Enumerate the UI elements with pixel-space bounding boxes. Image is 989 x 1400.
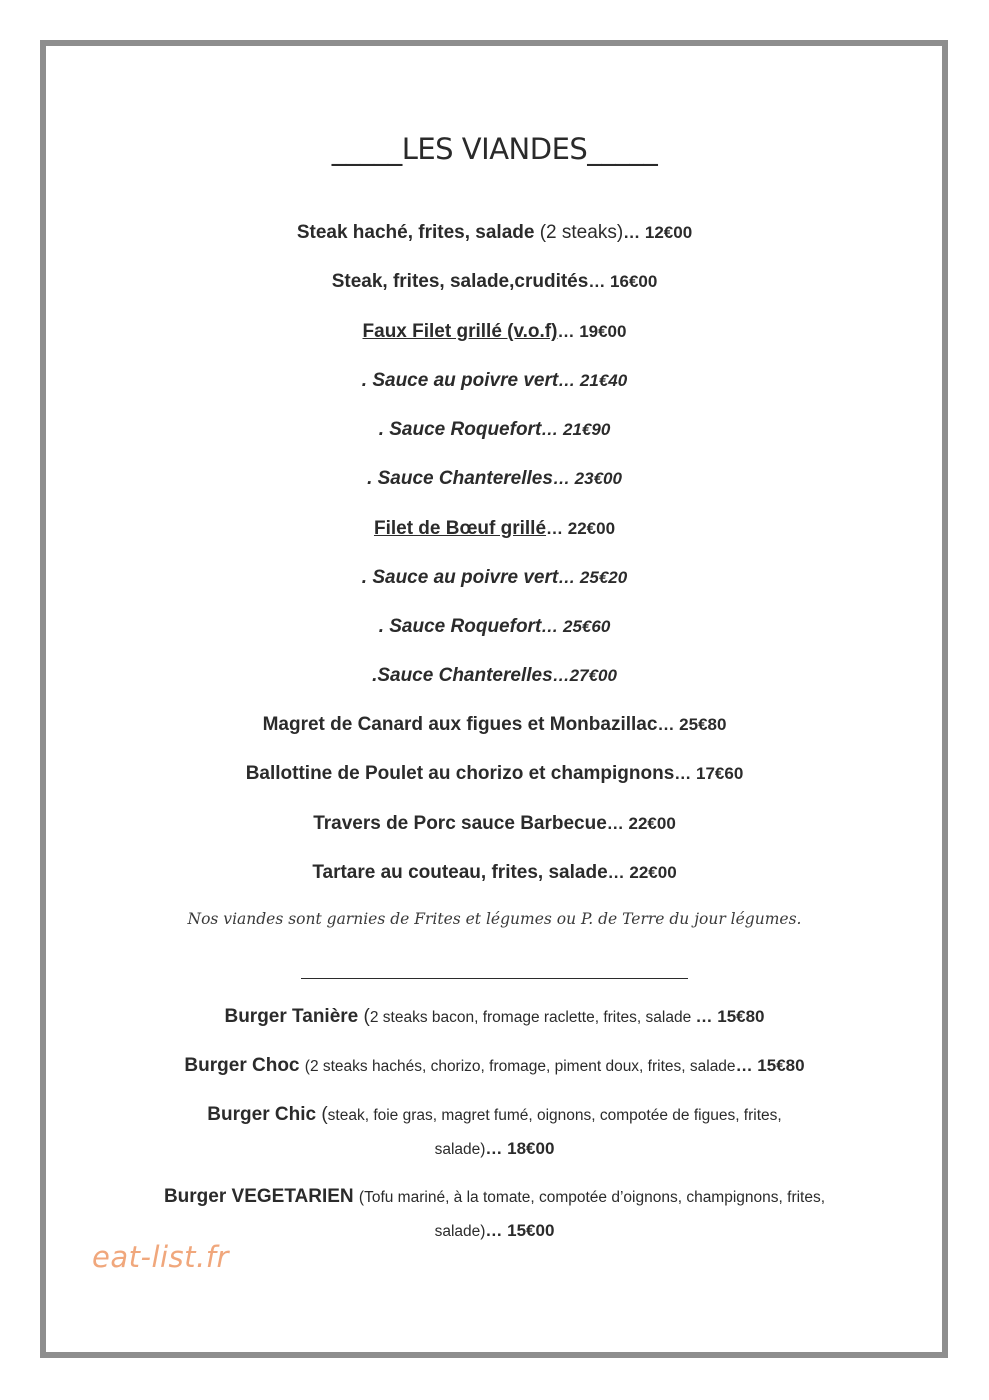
burger-item-continued: salade)… 15€00 [434, 1221, 555, 1240]
menu-sauce-item: .Sauce Chanterelles…27€00 [372, 665, 617, 686]
burger-item: Burger Tanière (2 steaks bacon, fromage raclette, frites, salade … 15€80 [224, 1006, 765, 1027]
menu-sauce-item: . Sauce Roquefort… 25€60 [378, 616, 611, 637]
menu-sauce-item: . Sauce Roquefort… 21€90 [378, 419, 611, 440]
menu-sauce-item: . Sauce Chanterelles… 23€00 [367, 468, 622, 489]
menu-item: Magret de Canard aux figues et Monbazillac… 25€80 [262, 714, 727, 735]
burger-item: Burger Choc (2 steaks hachés, chorizo, fromage, piment doux, frites, salade… 15€80 [184, 1055, 805, 1076]
menu-sauce-item: . Sauce au poivre vert… 25€20 [361, 567, 628, 588]
menu-item: Tartare au couteau, frites, salade… 22€00 [312, 862, 677, 883]
section-title: _____LES VIANDES_____ [331, 132, 658, 166]
menu-item: Ballottine de Poulet au chorizo et champignons… 17€60 [245, 763, 744, 784]
menu-item: Travers de Porc sauce Barbecue… 22€00 [313, 813, 676, 834]
watermark-logo: eat-list.fr [92, 1240, 229, 1274]
burger-item: Burger VEGETARIEN (Tofu mariné, à la tomate, compotée d’oignons, champignons, frites, [163, 1186, 826, 1207]
menu-sauce-item: . Sauce au poivre vert… 21€40 [361, 370, 628, 391]
menu-item: Steak, frites, salade,crudités… 16€00 [331, 271, 658, 292]
burger-item-continued: salade)… 18€00 [434, 1139, 555, 1158]
menu-item: Steak haché, frites, salade (2 steaks)… 12€00 [296, 222, 693, 243]
menu-item: Filet de Bœuf grillé… 22€00 [373, 518, 616, 539]
garnish-note: Nos viandes sont garnies de Frites et légumes ou P. de Terre du jour légumes. [187, 910, 802, 928]
burger-item: Burger Chic (steak, foie gras, magret fumé, oignons, compotée de figues, frites, [207, 1104, 782, 1125]
menu-item: Faux Filet grillé (v.o.f)… 19€00 [362, 321, 627, 342]
section-divider [301, 978, 688, 979]
